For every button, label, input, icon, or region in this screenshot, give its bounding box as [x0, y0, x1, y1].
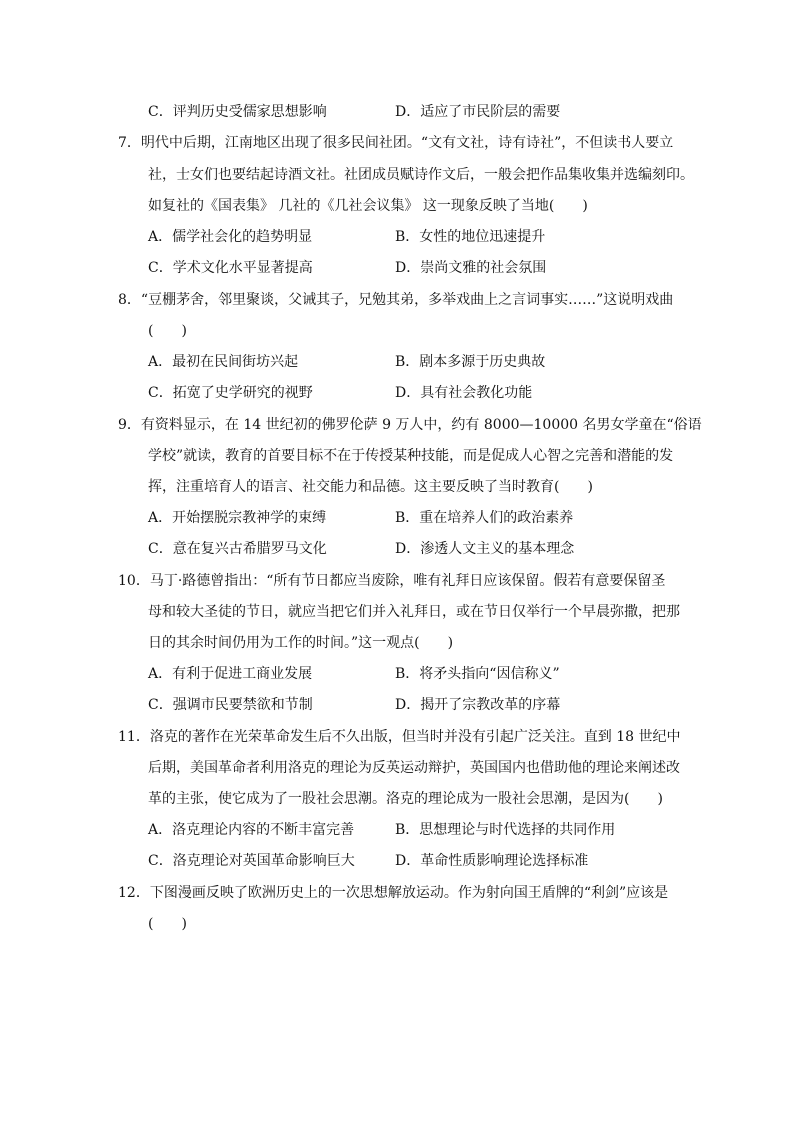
question-11-option-a: A．洛克理论内容的不断丰富完善: [148, 822, 355, 838]
question-8-line-2: ( ): [148, 323, 187, 339]
question-7-option-b: B．女性的地位迅速提升: [395, 229, 546, 245]
question-7-option-c: C．学术文化水平显著提高: [148, 260, 313, 276]
question-8-line-1: 8．“豆棚茅舍，邻里聚谈，父诫其子，兄勉其弟，多举戏曲上之言词事实……”这说明戏曲: [118, 292, 674, 308]
question-9-option-d: D．渗透人文主义的基本理念: [395, 541, 575, 557]
question-7-line-1: 7．明代中后期，江南地区出现了很多民间社团。“文有文社，诗有诗社”，不但读书人要立: [118, 135, 674, 151]
question-11-line-2: 后期，美国革命者利用洛克的理论为反英运动辩护，英国国内也借助他的理论来阐述改: [148, 760, 680, 776]
question-10-option-a: A．有利于促进工商业发展: [148, 666, 313, 682]
question-9-option-b: B．重在培养人们的政治素养: [395, 510, 574, 526]
question-11-option-c: C．洛克理论对英国革命影响巨大: [148, 853, 355, 869]
question-7-option-a: A．儒学社会化的趋势明显: [148, 229, 313, 245]
question-7-line-3: 如复社的《国表集》 几社的《几社会议集》 这一现象反映了当地( ): [148, 198, 588, 214]
question-10-line-3: 日的其余时间仍用为工作的时间。”这一观点( ): [148, 635, 454, 651]
question-10-option-b: B．将矛头指向“因信称义”: [395, 666, 560, 682]
question-9-line-2: 学校”就读，教育的首要目标不在于传授某种技能，而是促成人心智之完善和潜能的发: [148, 448, 674, 464]
question-12-line-1: 12．下图漫画反映了欧洲历史上的一次思想解放运动。作为射向国王盾牌的“利剑”应该是: [118, 885, 669, 901]
question-10-option-d: D．揭开了宗教改革的序幕: [395, 697, 561, 713]
question-9-line-1: 9．有资料显示，在 14 世纪初的佛罗伦萨 9 万人中，约有 8000—10000 名男女学童在“俗语: [118, 417, 702, 433]
question-7-option-d: D．崇尚文雅的社会氛围: [395, 260, 547, 276]
question-8-option-a: A．最初在民间街坊兴起: [148, 354, 299, 370]
option-d: D．适应了市民阶层的需要: [395, 104, 561, 120]
question-8-option-c: C．拓宽了史学研究的视野: [148, 385, 313, 401]
question-9-option-c: C．意在复兴古希腊罗马文化: [148, 541, 327, 557]
option-c: C．评判历史受儒家思想影响: [148, 104, 327, 120]
question-11-line-3: 革的主张，使它成为了一股社会思潮。洛克的理论成为一股社会思潮，是因为( ): [148, 791, 663, 807]
question-10-option-c: C．强调市民要禁欲和节制: [148, 697, 313, 713]
question-10-line-1: 10．马丁·路德曾指出：“所有节日都应当废除，唯有礼拜日应该保留。假若有意要保留圣: [118, 573, 666, 589]
question-12-line-2: ( ): [148, 916, 187, 932]
question-9-option-a: A．开始摆脱宗教神学的束缚: [148, 510, 327, 526]
question-11-line-1: 11．洛克的著作在光荣革命发生后不久出版，但当时并没有引起广泛关注。直到 18 世纪中: [118, 729, 681, 745]
question-11-option-b: B．思想理论与时代选择的共同作用: [395, 822, 616, 838]
question-9-line-3: 挥，注重培育人的语言、社交能力和品德。这主要反映了当时教育( ): [148, 479, 593, 495]
question-8-option-b: B．剧本多源于历史典故: [395, 354, 546, 370]
question-11-option-d: D．革命性质影响理论选择标准: [395, 853, 589, 869]
question-10-line-2: 母和较大圣徒的节日，就应当把它们并入礼拜日，或在节日仅举行一个早晨弥撒，把那: [148, 604, 680, 620]
question-8-option-d: D．具有社会教化功能: [395, 385, 533, 401]
question-7-line-2: 社，士女们也要结起诗酒文社。社团成员赋诗作文后，一般会把作品集收集并选编刻印。: [148, 167, 694, 183]
